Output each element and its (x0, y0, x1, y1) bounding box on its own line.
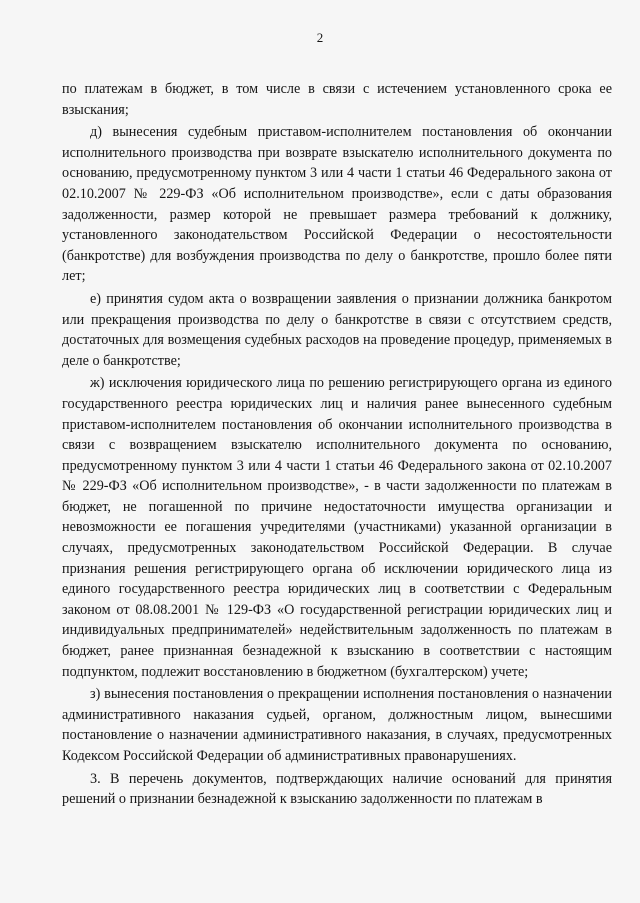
document-body (62, 79, 612, 812)
paragraph-item-e: е) принятия судом акта о возвращении заявления о признании должника банкротом или прекращения производства по делу о банкротстве в связи с отсутствием средств, достаточных для возмещения судебных расходов на проведение процедур, применяемых в деле о банкротстве; (62, 290, 612, 369)
paragraph-item-d: д) вынесения судебным приставом-исполнителем постановления об окончании исполнительного производства при возврате взыскателю исполнительного документа по основанию, предусмотренному пунктом 3 или 4 части 1 статьи 46 Федерального закона от 02.10.2007 № 229-ФЗ «Об исполнительном производстве», если с даты образования задолженности, размер которой не превышает размера требований к должнику, установленного законодательством Российской Федерации о несостоятельности (банкротстве) для возбуждения производства по делу о банкротстве, прошло более пяти лет; (62, 124, 612, 285)
paragraph-continuation: по платежам в бюджет, в том числе в связи с истечением установленного срока ее взыскания; (62, 81, 612, 118)
paragraph-item-z: з) вынесения постановления о прекращении исполнения постановления о назначении административного наказания судьей, органом, должностным лицом, вынесшими постановление о назначении административного наказания, в случаях, предусмотренных Кодексом Российской Федерации об административных правонарушениях. (62, 686, 612, 764)
paragraph-section-3: 3. В перечень документов, подтверждающих наличие оснований для принятия решений о признании безнадежной к взысканию задолженности по платежам в (62, 770, 612, 808)
paragraph-item-zh: ж) исключения юридического лица по решению регистрирующего органа из единого государственного реестра юридических лиц и наличия ранее вынесенного судебным приставом-исполнителем постановления об окончании исполнительного производства в связи с возвращением взыскателю исполнительного документа по основанию, предусмотренному пунктом 3 или 4 части 1 статьи 46 Федерального закона от 02.10.2007 № 229-ФЗ «Об исполнительном производстве», - в части задолженности по платежам в бюджет, не погашенной по причине недостаточности имущества организации и невозможности ее погашения учредителями (участниками) указанной организации в случаях, предусмотренных законодательством Российской Федерации. В случае признания решения регистрирующего органа об исключении юридического лица из единого государственного реестра юридических лиц в соответствии с Федеральным законом от 08.08.2001 № 129-ФЗ «О государственной регистрации юридических лиц и индивидуальных предпринимателей» недействительным задолженность по платежам в бюджет, ранее признанная безнадежной к взысканию в соответствии с настоящим подпунктом, подлежит восстановлению в бюджетном (бухгалтерском) учете; (62, 375, 612, 680)
page-number: 2 (316, 30, 324, 45)
